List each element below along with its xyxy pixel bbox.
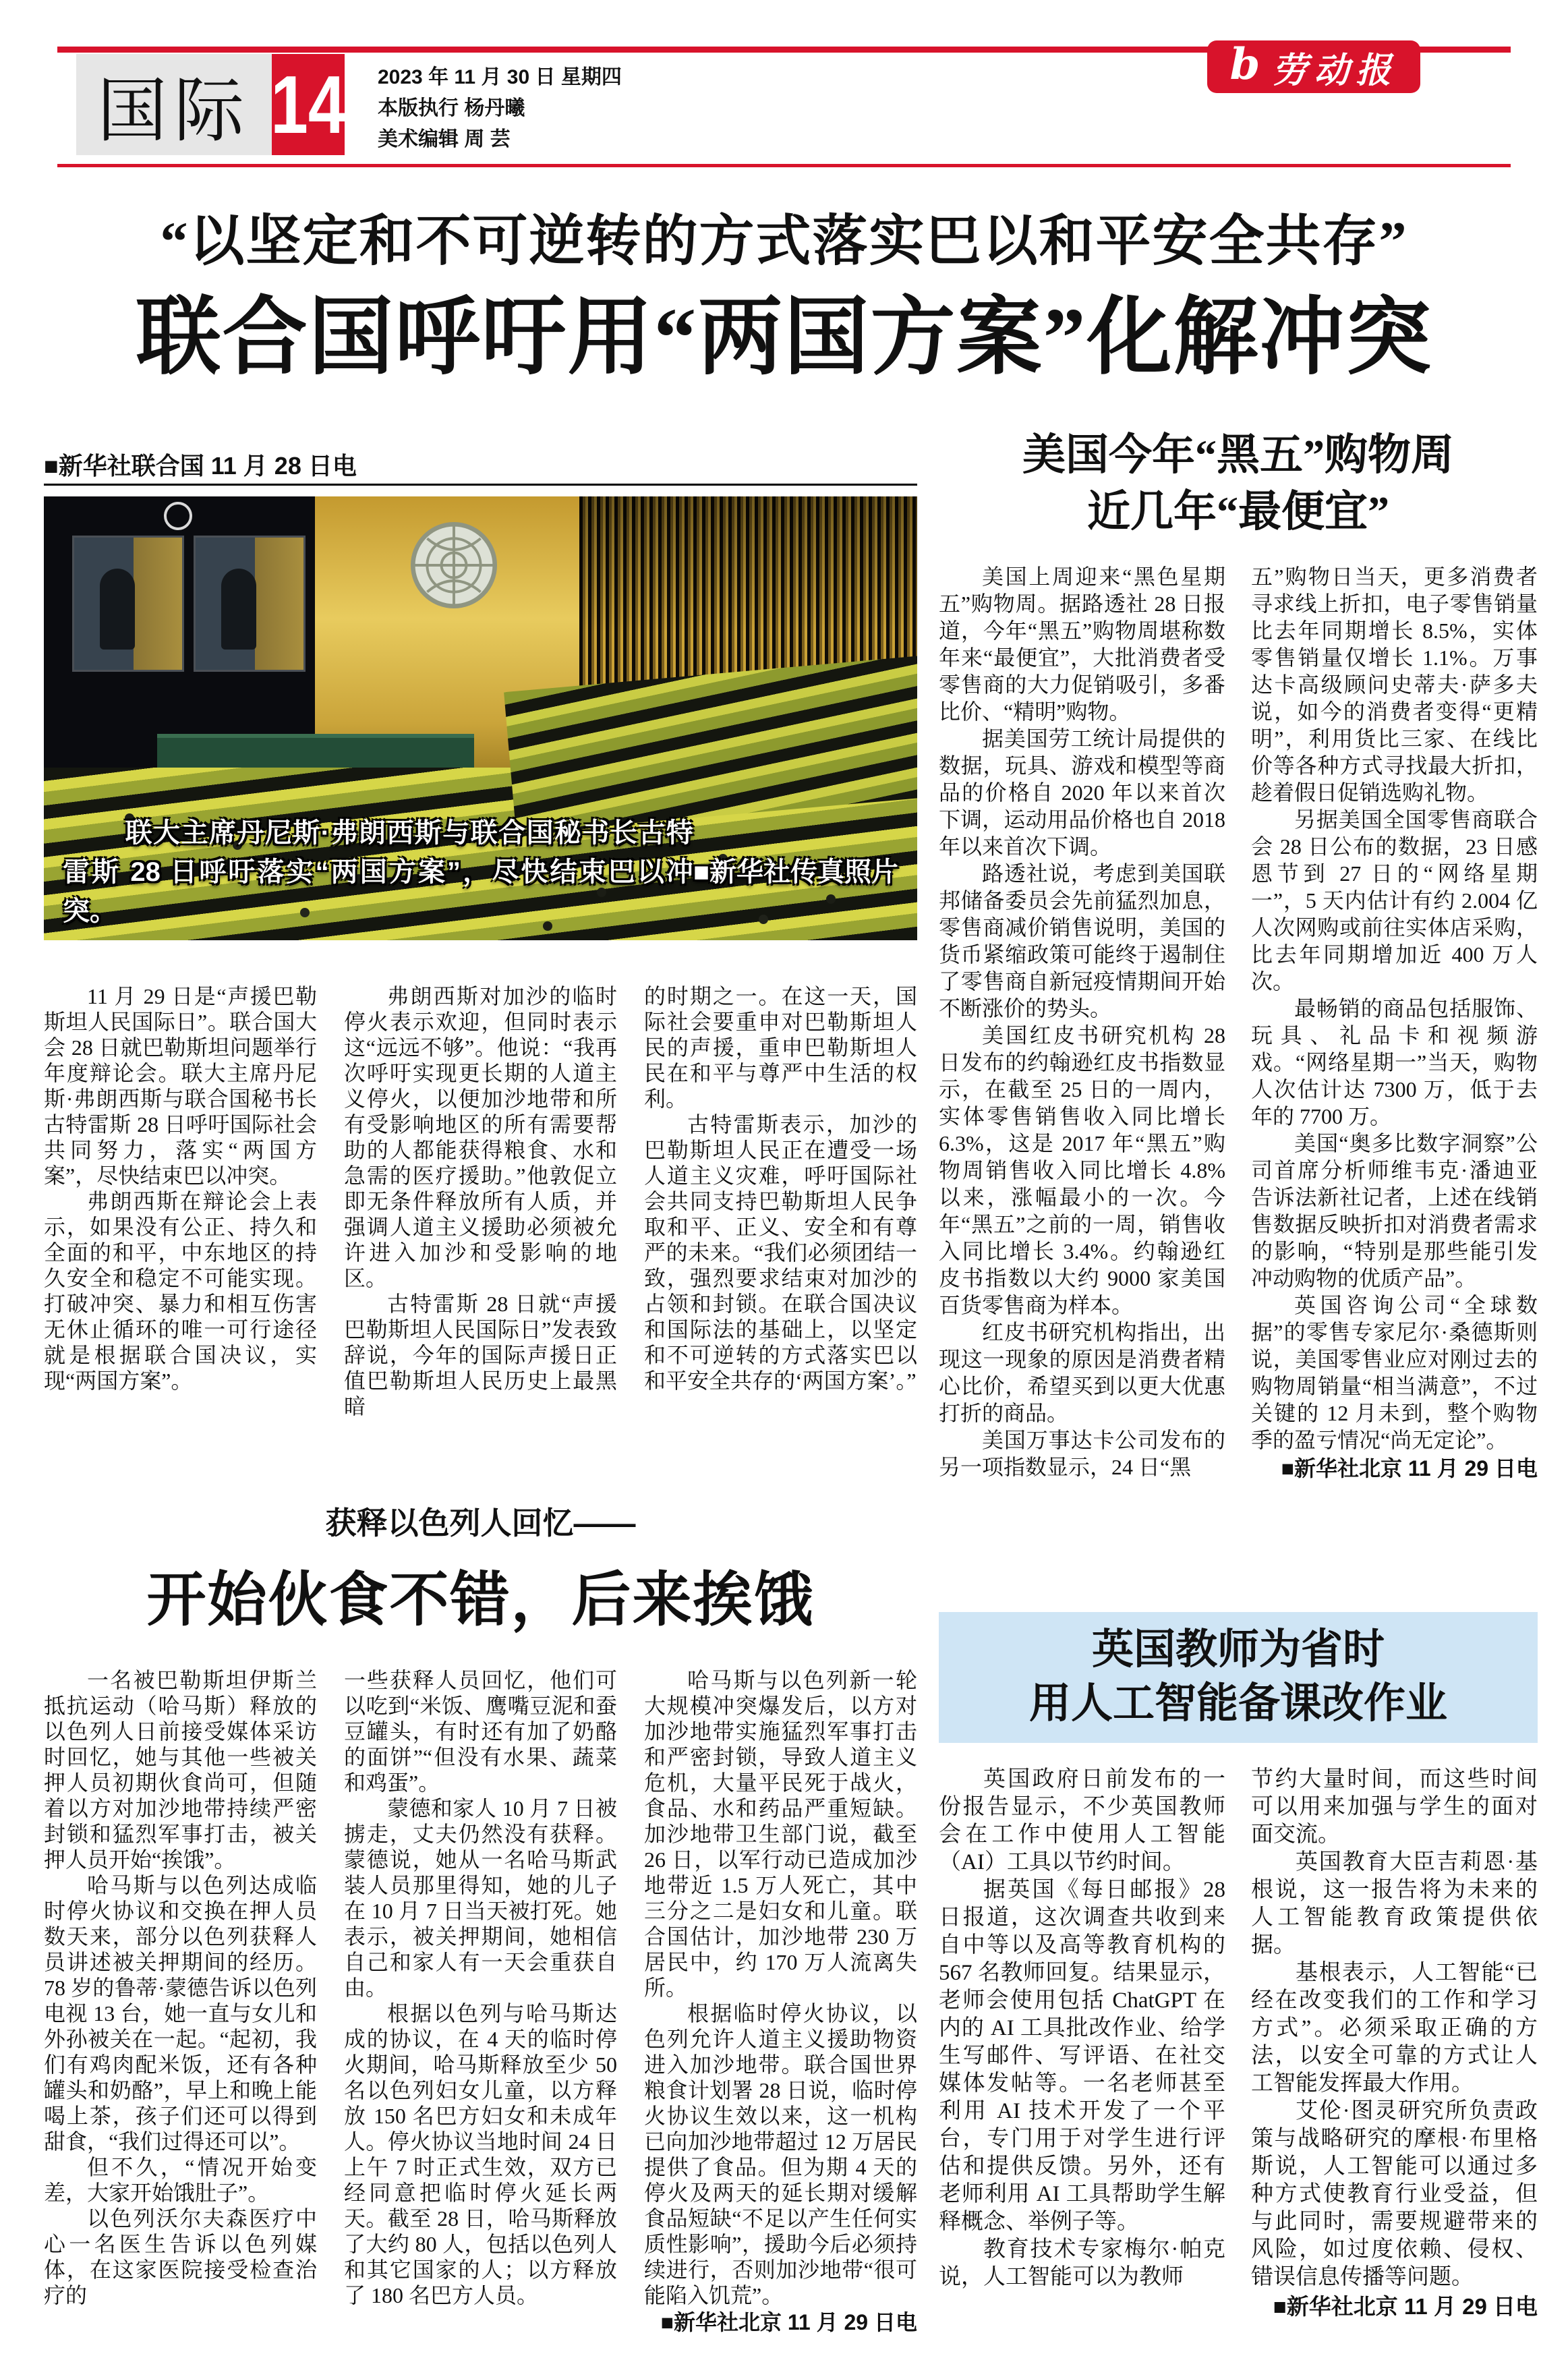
- hostage-column-3: [644, 1667, 917, 2335]
- paragraph: 美国上周迎来“黑色星期五”购物周。据路透社 28 日报道，今年“黑五”购物周堪称数年来“最便宜”，大批消费者受零售商的大力促销吸引，多番比价、“精明”购物。: [939, 565, 1225, 724]
- lead-article: [44, 447, 917, 1419]
- paragraph: 美国“奥多比数字洞察”公司首席分析师维韦克·潘迪亚告诉法新社记者，上述在线销售数据反映折扣对消费者需求的影响，“特别是那些能引发冲动购物的优质产品”。: [1251, 1131, 1538, 1290]
- paragraph: 根据以色列与哈马斯达成的协议，在 4 天的临时停火期间，哈马斯释放至少 50 名以色列妇女儿童，以方释放 150 名巴方妇女和未成年人。停火协议当地时间 24 日上午 7 时正式生效，双方已经同意把临时停火延长两天。截至 28 日，哈马斯释放了大约 80 人，包括以色列人和其它国家的人；以方释放了 180 名巴方人员。: [344, 2001, 617, 2307]
- logo-b-icon: b: [1229, 39, 1260, 90]
- hostage-columns: [44, 1667, 917, 2335]
- lead-column-3: [644, 983, 917, 1419]
- black-friday-title: 美国今年“黑五”购物周 近几年“最便宜”: [1022, 431, 1454, 536]
- logo-text: 劳动报: [1272, 51, 1398, 90]
- hostage-kicker: 获释以色列人回忆——: [325, 1505, 636, 1541]
- paragraph: 英国咨询公司“全球数据”的零售专家尼尔·桑德斯则说，美国零售业应对刚过去的购物周销量“相当满意”，不过关键的 12 月未到，整个购物季的盈亏情况“尚无定论”。: [1251, 1293, 1538, 1452]
- paragraph: 另据美国全国零售商联合会 28 日公布的数据，23 日感恩节到 27 日的“网络星期一”，5 天内估计有约 2.004 亿人次网购或前往实体店采购，比去年同期增加近 400 万人次。: [1251, 807, 1538, 994]
- un-assembly-photo: [44, 496, 917, 940]
- paragraph: 英国政府日前发布的一份报告显示，不少英国教师会在工作中使用人工智能（AI）工具以节约时间。: [939, 1767, 1225, 1874]
- section-label: [76, 54, 272, 155]
- paragraph: 五”购物日当天，更多消费者寻求线上折扣，电子零售销量比去年同期增长 8.5%，实体零售销量仅增长 1.1%。万事达卡高级顾问史蒂夫·萨多夫说，如今的消费者变得“更精明”，利用货比三家、在线比价等各种方式寻找最大折扣，趁着假日促销选购礼物。: [1251, 565, 1538, 805]
- paragraph: 美国红皮书研究机构 28 日发布的约翰逊红皮书指数显示，在截至 25 日的一周内，实体零售销售收入同比增长 6.3%，这是 2017 年“黑五”购物周销售收入同比增长 4.8% 以来，涨幅最小的一次。今年“黑五”之前的一周，销售收入同比增长 3.4%。约翰逊红皮书指数以大约 9000 家美国百货零售商为样本。: [939, 1023, 1225, 1317]
- lead-column-2: [344, 983, 617, 1419]
- lead-kicker: “以坚定和不可逆转的方式落实巴以和平安全共存”: [160, 210, 1408, 272]
- paragraph: 一些获释人员回忆，他们可以吃到“米饭、鹰嘴豆泥和蚕豆罐头，有时还有加了奶酪的面饼”“但没有水果、蔬菜和鸡蛋”。: [344, 1668, 617, 1795]
- hostage-column-1: [44, 1667, 317, 2335]
- lead-headline-block: [40, 197, 1528, 389]
- header-rule: [57, 164, 1511, 167]
- lead-article-columns: [44, 983, 917, 1419]
- date-line: 2023 年 11 月 30 日 星期四: [378, 66, 622, 88]
- paragraph: 节约大量时间，而这些时间可以用来加强与学生的面对面交流。: [1251, 1767, 1538, 1847]
- paragraph: 但不久，“情况开始变差，大家开始饿肚子”。: [44, 2155, 317, 2205]
- paragraph: 英国教育大臣吉莉恩·基根说，这一报告将为未来的人工智能教育政策提供依据。: [1251, 1850, 1538, 1957]
- lead-column-1: [44, 983, 317, 1419]
- hostage-column-2: [344, 1667, 617, 2335]
- section-label-text: 国际: [96, 73, 251, 150]
- hostage-article: [44, 1499, 917, 2335]
- paragraph: 11 月 29 日是“声援巴勒斯坦人民国际日”。联合国大会 28 日就巴勒斯坦问题举行年度辩论会。联大主席丹尼斯·弗朗西斯与联合国秘书长古特雷斯 28 日呼吁国际社会共同努力，落实“两国方案”，尽快结束巴以冲突。: [44, 984, 317, 1188]
- black-friday-columns: [939, 563, 1538, 1482]
- masthead-logo: [1207, 40, 1420, 93]
- publication-info: [378, 62, 622, 155]
- paragraph: 艾伦·图灵研究所负责政策与战略研究的摩根·布里格斯说，人工智能可以通过多种方式使教育行业受益，但与此同时，需要规避带来的风险，如过度依赖、侵权、错误信息传播等问题。: [1251, 2099, 1538, 2289]
- ai-column-1: [939, 1766, 1225, 2320]
- photo-caption: [44, 808, 917, 940]
- page-number: 14: [272, 54, 345, 155]
- black-friday-article: [939, 427, 1538, 1482]
- paragraph: 哈马斯与以色列达成临时停火协议和交换在押人员数天来，部分以色列获释人员讲述被关押期间的经历。78 岁的鲁蒂·蒙德告诉以色列电视 13 台，她一直与女儿和外孙被关在一起。“起初，我们有鸡肉配米饭，还有各种罐头和奶酪”，早上和晚上能喝上茶，孩子们还可以得到甜食，“我们过得还可以”。: [44, 1873, 317, 2154]
- paragraph: 路透社说，考虑到美国联邦储备委员会先前猛烈加息，零售商减价销售说明，美国的货币紧缩政策可能终于遏制住了零售商自新冠疫情期间开始不断涨价的势头。: [939, 861, 1225, 1021]
- un-emblem-icon: [409, 521, 498, 610]
- art-editor-line: 美术编辑 周 芸: [378, 128, 511, 150]
- lead-headline: 联合国呼吁用“两国方案”化解冲突: [136, 291, 1432, 385]
- paragraph: 古特雷斯表示，加沙的巴勒斯坦人民正在遭受一场人道主义灾难，呼吁国际社会共同支持巴勒斯坦人民争取和平、正义、安全和有尊严的未来。“我们必须团结一致，强烈要求结束对加沙的占领和封锁。在联合国决议和国际法的基础上，以坚定和不可逆转的方式落实巴以和平安全共存的‘两国方案’。”: [644, 1112, 917, 1393]
- article-colophon: ■新华社北京 11 月 29 日电: [1273, 2294, 1538, 2319]
- speaker-screen-left: [72, 536, 184, 672]
- speaker-screen-right: [194, 536, 306, 672]
- hostage-title: 开始伙食不错，后来挨饿: [146, 1568, 815, 1634]
- photo-credit: ■新华社传真照片: [693, 857, 898, 887]
- paragraph: 基根表示，人工智能“已经在改变我们的工作和学习方式”。必须采取正确的方法，以安全可靠的方式让人工智能发挥最大作用。: [1251, 1961, 1538, 2096]
- paragraph: 一名被巴勒斯坦伊斯兰抵抗运动（哈马斯）释放的以色列人日前接受媒体采访时回忆，她与其他一些被关押人员初期伙食尚可，但随着以方对加沙地带持续严密封锁和猛烈军事打击，被关押人员开始“挨饿”。: [44, 1668, 317, 1872]
- paragraph: 哈马斯与以色列新一轮大规模冲突爆发后，以方对加沙地带实施猛烈军事打击和严密封锁，导致人道主义危机，大量平民死于战火，食品、水和药品严重短缺。加沙地带卫生部门说，截至 26 日，以军行动已造成加沙地带近 1.5 万人死亡，其中三分之二是妇女和儿童。联合国估计，加沙地带 230 万居民中，约 170 万人流离失所。: [644, 1668, 917, 2000]
- paragraph: 据英国《每日邮报》28 日报道，这次调查共收到来自中等以及高等教育机构的 567 名教师回复。结果显示，老师会使用包括 ChatGPT 在内的 AI 工具批改作业、给学生写邮件、写评语、在社交媒体发帖等。一名老师甚至利用 AI 技术开发了一个平台，专门用于对学生进行评估和提供反馈。另外，还有老师利用 AI 工具帮助学生解释概念、举例子等。: [939, 1878, 1225, 2234]
- paragraph: 教育技术专家梅尔·帕克说，人工智能可以为教师: [939, 2237, 1225, 2289]
- ai-article-title: 英国教师为省时 用人工智能备课改作业: [939, 1612, 1538, 1743]
- paragraph: 古特雷斯 28 日就“声援巴勒斯坦人民国际日”发表致辞说，今年的国际声援日正值巴勒斯坦人民历史上最黑暗: [344, 1292, 617, 1418]
- photo-caption-text: 联大主席丹尼斯·弗朗西斯与联合国秘书长古特雷斯 28 日呼吁落实“两国方案”，尽快结束巴以冲突。: [63, 818, 693, 926]
- paragraph: 的时期之一。在这一天，国际社会要重申对巴勒斯坦人民的声援，重申巴勒斯坦人民在和平与尊严中生活的权利。: [644, 984, 917, 1111]
- paragraph: 弗朗西斯在辩论会上表示，如果没有公正、持久和全面的和平，中东地区的持久安全和稳定不可能实现。打破冲突、暴力和相互伤害无休止循环的唯一可行途径就是根据联合国决议，实现“两国方案”。: [44, 1189, 317, 1393]
- ai-education-article: [939, 1612, 1538, 2320]
- paragraph: 根据临时停火协议，以色列允许人道主义援助物资进入加沙地带。联合国世界粮食计划署 28 日说，临时停火协议生效以来，这一机构已向加沙地带超过 12 万居民提供了食品。但为期 4 天的停火及两天的延长期对缓解食品短缺“不足以产生任何实质性影响”，援助今后必须持续进行，否则加沙地带“很可能陷入饥荒”。: [644, 2001, 917, 2307]
- ai-column-2: [1251, 1766, 1538, 2320]
- small-un-emblem-icon: [164, 502, 192, 530]
- ai-article-columns: [939, 1766, 1538, 2320]
- paragraph: 美国万事达卡公司发布的另一项指数显示，24 日“黑: [939, 1428, 1225, 1479]
- black-friday-column-2: [1251, 563, 1538, 1482]
- byline-rule: [44, 484, 917, 486]
- paragraph: 据美国劳工统计局提供的数据，玩具、游戏和模型等商品的价格自 2020 年以来首次下调，运动用品价格也自 2018 年以来首次下调。: [939, 726, 1225, 859]
- article-colophon: ■新华社北京 11 月 29 日电: [660, 2310, 917, 2334]
- paragraph: 以色列沃尔夫森医疗中心一名医生告诉以色列媒体，在这家医院接受检查治疗的: [44, 2206, 317, 2307]
- lead-byline: ■新华社联合国 11 月 28 日电: [44, 452, 357, 480]
- paragraph: 蒙德和家人 10 月 7 日被掳走，丈夫仍然没有获释。蒙德说，她从一名哈马斯武装人员那里得知，她的儿子在 10 月 7 日当天被打死。她表示，被关押期间，她相信自己和家人有一天会重获自由。: [344, 1796, 617, 2000]
- black-friday-column-1: [939, 563, 1225, 1482]
- paragraph: 最畅销的商品包括服饰、玩具、礼品卡和视频游戏。“网络星期一”当天，购物人次估计达 7300 万，低于去年的 7700 万。: [1251, 996, 1538, 1128]
- paragraph: 弗朗西斯对加沙的临时停火表示欢迎，但同时表示这“远远不够”。他说：“我再次呼吁实现更长期的人道主义停火，以便加沙地带和所有受影响地区的所有需要帮助的人都能获得粮食、水和急需的医疗援助。”他敦促立即无条件释放所有人质，并强调人道主义援助必须被允许进入加沙和受影响的地区。: [344, 984, 617, 1290]
- article-colophon: ■新华社北京 11 月 29 日电: [1281, 1456, 1538, 1481]
- paragraph: 红皮书研究机构指出，出现这一现象的原因是消费者精心比价，希望买到以更大优惠打折的商品。: [939, 1320, 1225, 1425]
- editor-line: 本版执行 杨丹曦: [378, 97, 525, 119]
